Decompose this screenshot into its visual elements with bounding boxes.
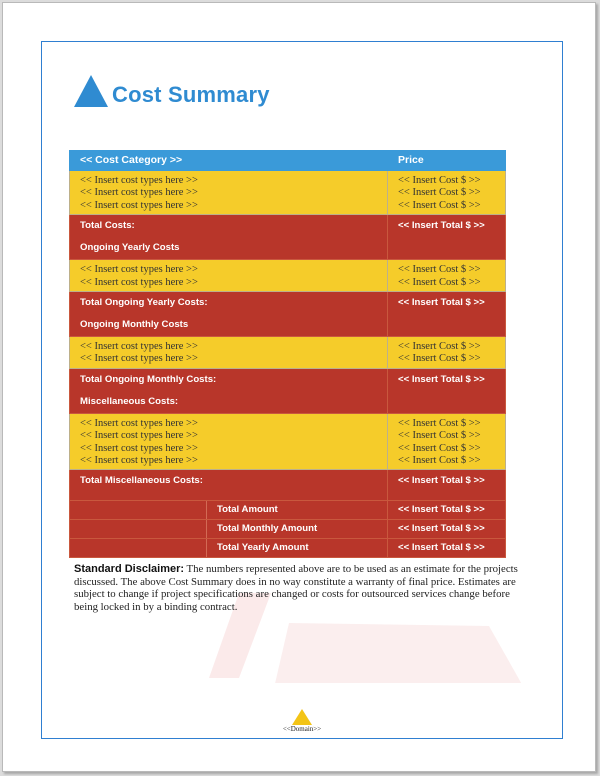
cost-values-cell bbox=[388, 413, 506, 470]
table-header-row bbox=[70, 151, 506, 171]
amount-row bbox=[70, 539, 506, 558]
total-label: Total Costs: bbox=[80, 220, 135, 232]
total-row bbox=[70, 292, 506, 337]
cost-value-item: << Insert Cost $ >> bbox=[398, 430, 481, 442]
cost-types-cell bbox=[70, 260, 388, 292]
cost-values-cell bbox=[388, 260, 506, 292]
cost-value-item: << Insert Cost $ >> bbox=[398, 264, 481, 276]
cost-value-item: << Insert Cost $ >> bbox=[398, 442, 481, 454]
total-label: Total Miscellaneous Costs: bbox=[80, 475, 203, 487]
cost-type-item: << Insert cost types here >> bbox=[80, 341, 198, 353]
cost-type-item: << Insert cost types here >> bbox=[80, 175, 198, 186]
spacer bbox=[80, 492, 387, 500]
cost-items-row bbox=[70, 260, 506, 292]
cost-value-item: << Insert Cost $ >> bbox=[398, 455, 481, 467]
cost-type-item: << Insert cost types here >> bbox=[80, 417, 198, 429]
cost-items-row bbox=[70, 337, 506, 369]
cost-summary-table bbox=[69, 150, 506, 558]
total-row bbox=[70, 215, 506, 260]
cost-value-item: << Insert Cost $ >> bbox=[398, 187, 481, 199]
cost-value-item: << Insert Cost $ >> bbox=[398, 199, 481, 211]
disclaimer-text: The numbers represented above are to be used as an estimate for the projects discussed. The above Cost Summary does in no way constitute a warranty of final price. Estimates are subject to change if project specifications are changed or costs for outsourced services change before being locked in by a binding contract. bbox=[74, 563, 518, 613]
total-row bbox=[70, 368, 506, 413]
cost-type-item: << Insert cost types here >> bbox=[80, 199, 198, 211]
cost-items-row bbox=[70, 413, 506, 470]
cost-types-cell bbox=[70, 337, 388, 369]
total-value: << Insert Total $ >> bbox=[398, 220, 485, 232]
cost-type-item: << Insert cost types here >> bbox=[80, 264, 198, 276]
section-label: Ongoing Monthly Costs bbox=[80, 319, 189, 331]
amount-label: Total Amount bbox=[207, 501, 388, 520]
footer-domain: <<Domain>> bbox=[282, 725, 322, 733]
amount-value: << Insert Total $ >> bbox=[388, 501, 506, 520]
section-label: Miscellaneous Costs: bbox=[80, 395, 179, 407]
total-label-cell bbox=[70, 368, 388, 413]
total-label-cell bbox=[70, 292, 388, 337]
amount-row bbox=[70, 501, 506, 520]
total-value-cell bbox=[388, 368, 506, 413]
page-title: Cost Summary bbox=[112, 82, 270, 107]
amount-blank-cell bbox=[70, 520, 207, 539]
document-page bbox=[2, 2, 596, 772]
section-label: Ongoing Yearly Costs bbox=[80, 242, 180, 254]
cost-type-item: << Insert cost types here >> bbox=[80, 455, 198, 467]
amount-value: << Insert Total $ >> bbox=[388, 520, 506, 539]
triangle-icon bbox=[292, 709, 312, 725]
total-value: << Insert Total $ >> bbox=[398, 373, 485, 385]
total-value-cell bbox=[388, 215, 506, 260]
disclaimer bbox=[74, 563, 524, 613]
total-value: << Insert Total $ >> bbox=[398, 297, 485, 309]
cost-type-item: << Insert cost types here >> bbox=[80, 442, 198, 454]
cost-value-item: << Insert Cost $ >> bbox=[398, 417, 481, 429]
triangle-icon bbox=[74, 75, 108, 107]
total-value: << Insert Total $ >> bbox=[398, 475, 485, 487]
total-label-cell bbox=[70, 215, 388, 260]
cost-type-item: << Insert cost types here >> bbox=[80, 187, 198, 199]
header-category: << Cost Category >> bbox=[70, 151, 388, 171]
cost-values-cell bbox=[388, 337, 506, 369]
cost-values-cell bbox=[388, 171, 506, 215]
cost-value-item: << Insert Cost $ >> bbox=[398, 341, 481, 353]
header-price: Price bbox=[388, 151, 506, 171]
cost-types-cell bbox=[70, 413, 388, 470]
total-value-cell bbox=[388, 292, 506, 337]
cost-type-item: << Insert cost types here >> bbox=[80, 353, 198, 365]
cost-items-row bbox=[70, 171, 506, 215]
disclaimer-label: Standard Disclaimer: bbox=[74, 563, 185, 575]
amount-label: Total Monthly Amount bbox=[207, 520, 388, 539]
cost-type-item: << Insert cost types here >> bbox=[80, 276, 198, 288]
amount-blank-cell bbox=[70, 539, 207, 558]
cost-value-item: << Insert Cost $ >> bbox=[398, 175, 481, 186]
amount-value: << Insert Total $ >> bbox=[388, 539, 506, 558]
total-label-cell bbox=[70, 470, 388, 501]
total-label: Total Ongoing Yearly Costs: bbox=[80, 297, 208, 309]
cost-type-item: << Insert cost types here >> bbox=[80, 430, 198, 442]
total-row bbox=[70, 470, 506, 501]
total-value-cell bbox=[388, 470, 506, 501]
cost-value-item: << Insert Cost $ >> bbox=[398, 353, 481, 365]
amount-blank-cell bbox=[70, 501, 207, 520]
cost-types-cell bbox=[70, 171, 388, 215]
cost-value-item: << Insert Cost $ >> bbox=[398, 276, 481, 288]
amount-label: Total Yearly Amount bbox=[207, 539, 388, 558]
amount-row bbox=[70, 520, 506, 539]
total-label: Total Ongoing Monthly Costs: bbox=[80, 373, 217, 385]
